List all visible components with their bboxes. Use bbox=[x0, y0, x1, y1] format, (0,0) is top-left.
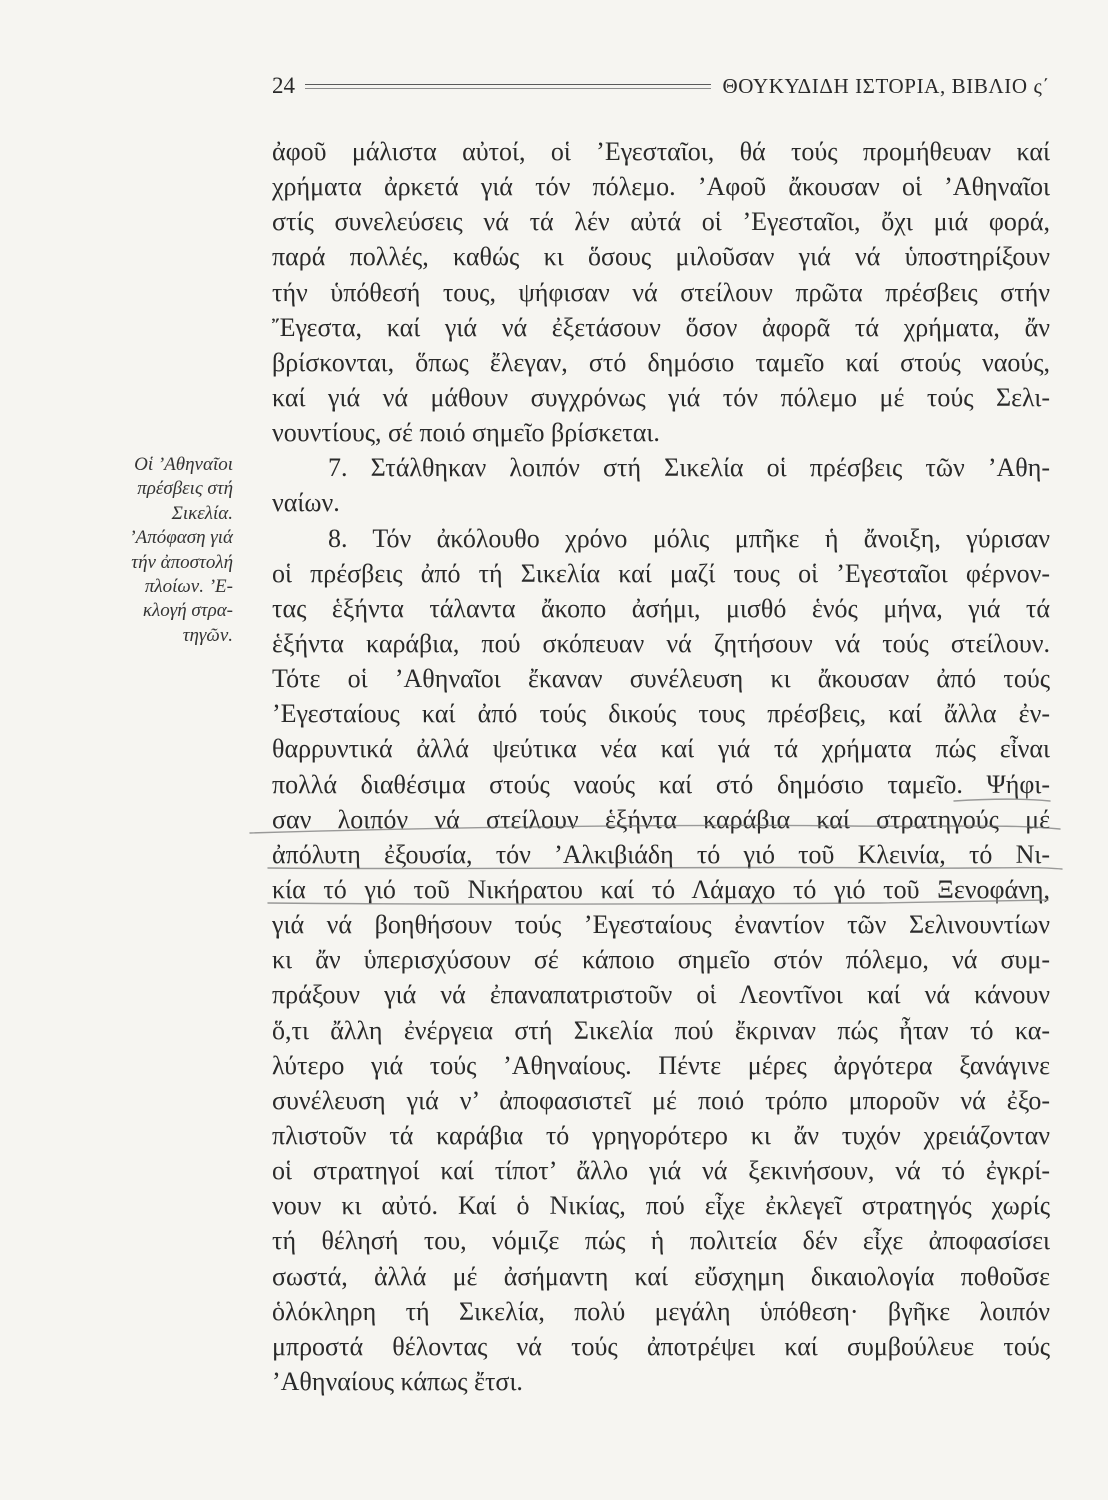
body-line: ἑξήντα καράβια, πού σκόπευαν νά ζητήσουν νά τούς στείλουν. bbox=[272, 628, 1050, 658]
body-line: νουν κι αὐτό. Καί ὁ Νικίας, πού εἶχε ἐκλεγεῖ στρατηγός χωρίς bbox=[272, 1191, 1050, 1221]
body-line: καί γιά νά μάθουν συγχρόνως γιά τόν πόλεμο μέ τούς Σελι- bbox=[272, 382, 1050, 412]
body-line: σωστά, ἀλλά μέ ἀσήμαντη καί εὔσχημη δικαιολογία ποθοῦσε bbox=[272, 1261, 1050, 1291]
body-line: κι ἄν ὑπερισχύσουν σέ κάποιο σημεῖο στόν πόλεμο, νά συμ- bbox=[272, 945, 1050, 975]
body-line: οἱ πρέσβεις ἀπό τή Σικελία καί μαζί τους οἱ ’Εγεσταῖοι φέρνον- bbox=[272, 558, 1050, 588]
body-line: κία τό γιό τοῦ Νικήρατου καί τό Λάμαχο τό γιό τοῦ Ξενοφάνη, bbox=[272, 874, 1050, 904]
body-line: τή θέλησή του, νόμιζε πώς ἡ πολιτεία δέν εἶχε ἀποφασίσει bbox=[272, 1226, 1050, 1256]
body-line: ἀπόλυτη ἐξουσία, τόν ’Αλκιβιάδη τό γιό τοῦ Κλεινία, τό Νι- bbox=[272, 839, 1050, 869]
body-line: ναίων. bbox=[272, 488, 340, 518]
body-line: πλιστοῦν τά καράβια τό γρηγορότερο κι ἄν τυχόν χρειάζονταν bbox=[272, 1120, 1050, 1150]
margin-note-line: Σικελία. bbox=[171, 502, 233, 524]
body-line: νουντίους, σέ ποιό σημεῖο βρίσκεται. bbox=[272, 418, 660, 448]
body-line: συνέλευση γιά ν’ ἀποφασιστεῖ μέ ποιό τρόπο μποροῦν νά ἐξο- bbox=[272, 1085, 1050, 1115]
margin-note-line: Οἱ ’Αθηναῖοι bbox=[134, 454, 233, 475]
margin-note bbox=[86, 453, 233, 648]
body-line: τας ἑξήντα τάλαντα ἄκοπο ἀσήμι, μισθό ἑνός μήνα, γιά τά bbox=[272, 593, 1050, 623]
body-line: βρίσκονται, ὅπως ἔλεγαν, στό δημόσιο ταμεῖο καί στούς ναούς, bbox=[272, 347, 1050, 377]
margin-note-line: τήν ἀποστολή bbox=[131, 551, 233, 573]
body-line: μπροστά θέλοντας νά τούς ἀποτρέψει καί συμβούλευε τούς bbox=[272, 1331, 1050, 1361]
body-line: χρήματα ἀρκετά γιά τόν πόλεμο. ’Αφοῦ ἄκουσαν οἱ ’Αθηναῖοι bbox=[272, 172, 1050, 202]
margin-note-line: κλογή στρα- bbox=[142, 600, 233, 622]
body-line: παρά πολλές, καθώς κι ὅσους μιλοῦσαν γιά νά ὑποστηρίξουν bbox=[272, 242, 1050, 272]
body-line: Τότε οἱ ’Αθηναῖοι ἔκαναν συνέλευση κι ἄκουσαν ἀπό τούς bbox=[272, 664, 1050, 694]
body-line: ’Αθηναίους κάπως ἔτσι. bbox=[272, 1366, 523, 1396]
body-line: γιά νά βοηθήσουν τούς ’Εγεσταίους ἐναντίον τῶν Σελινουντίων bbox=[272, 910, 1050, 940]
body-line: ὅ,τι ἄλλη ἐνέργεια στή Σικελία πού ἔκριναν πώς ἦταν τό κα- bbox=[272, 1015, 1050, 1045]
body-line: τήν ὑπόθεσή τους, ψήφισαν νά στείλουν πρῶτα πρέσβεις στήν bbox=[272, 277, 1050, 307]
body-line: ἀφοῦ μάλιστα αὐτοί, οἱ ’Εγεσταῖοι, θά τούς προμήθευαν καί bbox=[272, 137, 1050, 166]
body-line: ’Εγεσταίους καί ἀπό τούς δικούς τους πρέσβεις, καί ἄλλα ἐν- bbox=[272, 699, 1050, 729]
paragraph bbox=[272, 521, 1050, 1400]
body-line: θαρρυντικά ἀλλά ψεύτικα νέα καί γιά τά χρήματα πώς εἶναι bbox=[272, 734, 1050, 764]
page-number: 24 bbox=[272, 73, 295, 98]
body-line: ὁλόκληρη τή Σικελία, πολύ μεγάλη ὑπόθεση· βγῆκε λοιπόν bbox=[272, 1296, 1050, 1326]
margin-note-line: πλοίων. ’Ε- bbox=[144, 575, 233, 597]
body-line: λύτερο γιά τούς ’Αθηναίους. Πέντε μέρες ἀργότερα ξανάγινε bbox=[272, 1050, 1050, 1080]
header-rule bbox=[305, 84, 711, 89]
body-line: 7. Στάλθηκαν λοιπόν στή Σικελία οἱ πρέσβεις τῶν ’Αθη- bbox=[328, 453, 1050, 483]
body-line: σαν λοιπόν νά στείλουν ἑξήντα καράβια καί στρατηγούς μέ bbox=[272, 804, 1050, 834]
paragraph bbox=[272, 450, 1050, 520]
body-line: 8. Τόν ἀκόλουθο χρόνο μόλις μπῆκε ἡ ἄνοιξη, γύρισαν bbox=[328, 523, 1050, 553]
running-title: ΘΟΥΚΥΔΙΔΗ ΙΣΤΟΡΙΑ, ΒΙΒΛΙΟ ς΄ bbox=[722, 73, 1050, 98]
margin-note-line: πρέσβεις στή bbox=[137, 478, 233, 500]
body-line: Ἔγεστα, καί γιά νά ἐξετάσουν ὅσον ἀφορᾶ τά χρήματα, ἄν bbox=[272, 312, 1050, 342]
margin-note-line: ’Απόφαση γιά bbox=[129, 527, 233, 549]
body-line: στίς συνελεύσεις νά τά λέν αὐτά οἱ ’Εγεσταῖοι, ὄχι μιά φορά, bbox=[272, 207, 1050, 237]
body-text bbox=[272, 134, 1050, 1399]
body-line: πολλά διαθέσιμα στούς ναούς καί στό δημόσιο ταμεῖο. Ψήφι- bbox=[272, 769, 1050, 799]
body-line: οἱ στρατηγοί καί τίποτ’ ἄλλο γιά νά ξεκινήσουν, νά τό ἐγκρί- bbox=[272, 1156, 1050, 1186]
body-line: πράξουν γιά νά ἐπαναπατριστοῦν οἱ Λεοντῖνοι καί νά κάνουν bbox=[272, 980, 1050, 1010]
running-header bbox=[272, 71, 1050, 101]
paragraph bbox=[272, 134, 1050, 450]
margin-note-line: τηγῶν. bbox=[182, 624, 233, 646]
